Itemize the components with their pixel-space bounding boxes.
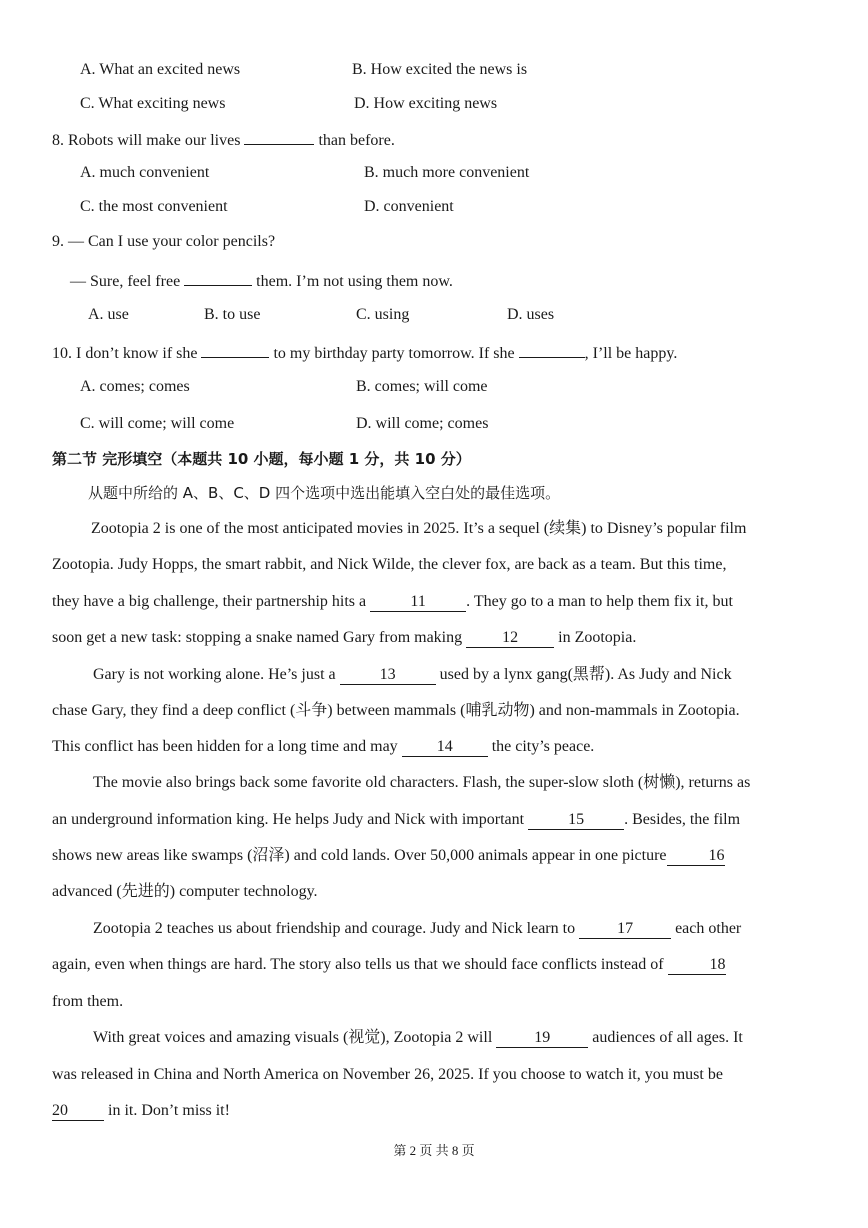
q7-option-d: D. How exciting news xyxy=(354,95,498,112)
passage-text: the city’s peace. xyxy=(491,738,595,755)
passage-text: in it. Don’t miss it! xyxy=(108,1102,230,1119)
passage-text: an underground information king. He helps Judy and Nick with important xyxy=(52,811,525,828)
q9-reply xyxy=(70,269,453,292)
section-instruction: 从题中所给的 A、B、C、D 四个选项中选出能填入空白处的最佳选项。 xyxy=(88,484,561,502)
q8-option-b: B. much more convenient xyxy=(364,164,530,181)
passage-p1-line1: Zootopia 2 is one of the most anticipated movies in 2025. It’s a sequel (续集) to Disney’s popular film xyxy=(91,520,747,537)
passage-text: used by a lynx gang(黑帮). As Judy and Nick xyxy=(439,666,732,683)
blank-12: 12 xyxy=(466,629,554,648)
q10-blank-1 xyxy=(201,341,269,358)
q10-option-b: B. comes; will come xyxy=(356,378,488,395)
passage-text: again, even when things are hard. The story also tells us that we should face conflicts instead of xyxy=(52,956,664,973)
passage-p3-line3 xyxy=(52,846,725,866)
page-footer: 第 2 页 共 8 页 xyxy=(393,1143,475,1158)
passage-p3-line4: advanced (先进的) computer technology. xyxy=(52,883,318,900)
q7-option-a: A. What an excited news xyxy=(80,61,241,78)
passage-p4-line1 xyxy=(93,919,741,939)
blank-14: 14 xyxy=(402,738,488,757)
q9-option-c: C. using xyxy=(356,306,410,323)
blank-15: 15 xyxy=(528,811,624,830)
q10-stem xyxy=(52,341,677,364)
q8-option-c: C. the most convenient xyxy=(80,198,228,215)
passage-p5-line3 xyxy=(52,1101,230,1121)
q9-stem: 9. — Can I use your color pencils? xyxy=(52,233,276,250)
passage-p5-line1 xyxy=(93,1028,743,1048)
q9-reply-before: — Sure, feel free xyxy=(70,273,181,290)
passage-p1-line3 xyxy=(52,592,733,612)
q8-option-d: D. convenient xyxy=(364,198,454,215)
passage-p5-line2: was released in China and North America on November 26, 2025. If you choose to watch it, you must be xyxy=(52,1066,723,1083)
blank-17: 17 xyxy=(579,920,671,939)
q9-option-a: A. use xyxy=(88,306,129,323)
q9-option-b: B. to use xyxy=(204,306,261,323)
q10-option-c: C. will come; will come xyxy=(80,415,235,432)
passage-text: in Zootopia. xyxy=(558,629,637,646)
q10-option-a: A. comes; comes xyxy=(80,378,190,395)
q8-stem xyxy=(52,128,395,151)
section-heading: 第二节 完形填空（本题共 10 小题，每小题 1 分，共 10 分） xyxy=(52,450,471,468)
passage-p3-line2 xyxy=(52,810,740,830)
q9-option-d: D. uses xyxy=(507,306,555,323)
q8-stem-before: 8. Robots will make our lives xyxy=(52,132,241,149)
passage-text: audiences of all ages. It xyxy=(592,1029,743,1046)
passage-p4-line2 xyxy=(52,955,726,975)
passage-text: soon get a new task: stopping a snake named Gary from making xyxy=(52,629,463,646)
passage-text: they have a big challenge, their partnership hits a xyxy=(52,593,367,610)
passage-p1-line2: Zootopia. Judy Hopps, the smart rabbit, and Nick Wilde, the clever fox, are back as a team. But this time, xyxy=(52,556,727,573)
q7-option-c: C. What exciting news xyxy=(80,95,226,112)
q10-blank-2 xyxy=(519,341,585,358)
q10-part3: , I’ll be happy. xyxy=(584,345,678,362)
blank-19: 19 xyxy=(496,1029,588,1048)
blank-13: 13 xyxy=(340,666,436,685)
q10-part1: 10. I don’t know if she xyxy=(52,345,198,362)
passage-p4-line3: from them. xyxy=(52,993,124,1010)
passage-p2-line1 xyxy=(93,665,732,685)
blank-11: 11 xyxy=(370,593,466,612)
q10-part2: to my birthday party tomorrow. If she xyxy=(273,345,515,362)
q8-blank xyxy=(244,128,314,145)
blank-18: 18 xyxy=(668,956,726,975)
q9-reply-after: them. I’m not using them now. xyxy=(256,273,453,290)
passage-text: . They go to a man to help them fix it, but xyxy=(466,593,733,610)
passage-p2-line2: chase Gary, they find a deep conflict (斗争) between mammals (哺乳动物) and non-mammals in Zootopia. xyxy=(52,702,740,719)
q7-option-b: B. How excited the news is xyxy=(352,61,528,78)
q8-option-a: A. much convenient xyxy=(80,164,210,181)
passage-p3-line1: The movie also brings back some favorite old characters. Flash, the super-slow sloth (树懒), returns as xyxy=(93,774,751,791)
passage-text: Gary is not working alone. He’s just a xyxy=(93,666,336,683)
passage-text: each other xyxy=(675,920,742,937)
passage-text: This conflict has been hidden for a long time and may xyxy=(52,738,398,755)
q9-blank xyxy=(184,269,252,286)
passage-text: Zootopia 2 teaches us about friendship and courage. Judy and Nick learn to xyxy=(93,920,576,937)
passage-text: . Besides, the film xyxy=(624,811,741,828)
passage-text: shows new areas like swamps (沼泽) and cold lands. Over 50,000 animals appear in one picture xyxy=(52,847,667,864)
passage-text: With great voices and amazing visuals (视觉), Zootopia 2 will xyxy=(93,1029,493,1046)
q10-option-d: D. will come; comes xyxy=(356,415,489,432)
passage-p2-line3 xyxy=(52,737,594,757)
passage-p1-line4 xyxy=(52,628,636,648)
q8-stem-after: than before. xyxy=(318,132,395,149)
blank-16: 16 xyxy=(667,847,725,866)
blank-20: 20 xyxy=(52,1102,104,1121)
